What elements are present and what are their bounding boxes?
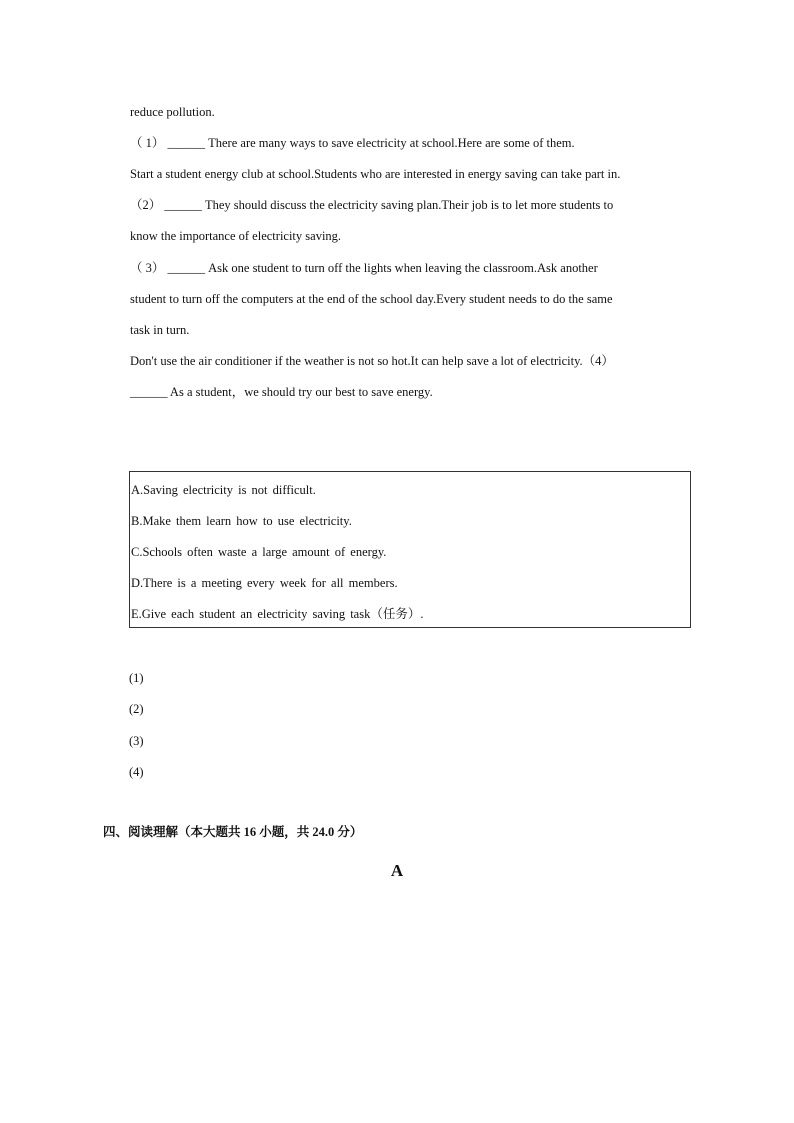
passage-line-3: Start a student energy club at school.Students who are interested in energy saving can take part in.	[130, 167, 621, 181]
answer-label-2: (2)	[129, 702, 144, 716]
option-b: B.Make them learn how to use electricity.	[131, 514, 352, 528]
passage-line-2: （ 1） ______ There are many ways to save electricity at school.Here are some of them.	[130, 136, 575, 150]
passage-line-5: know the importance of electricity saving.	[130, 229, 342, 243]
passage-line-10: ______ As a student，we should try our best to save energy.	[130, 385, 433, 399]
answer-label-3: (3)	[129, 734, 144, 748]
passage-line-1: reduce pollution.	[130, 105, 215, 119]
part-heading: A	[390, 861, 404, 880]
option-a: A.Saving electricity is not difficult.	[131, 483, 316, 497]
answer-label-1: (1)	[129, 671, 144, 685]
option-d: D.There is a meeting every week for all members.	[131, 576, 398, 590]
options-box	[129, 471, 691, 628]
passage-line-7: student to turn off the computers at the end of the school day.Every student needs to do the same	[130, 292, 613, 306]
option-c: C.Schools often waste a large amount of energy.	[131, 545, 387, 559]
section-heading: 四、阅读理解（本大题共 16 小题，共 24.0 分）	[103, 825, 363, 839]
passage-line-9: Don't use the air conditioner if the weather is not so hot.It can help save a lot of electricity.（4）	[130, 354, 614, 368]
passage-line-4: （2） ______ They should discuss the electricity saving plan.Their job is to let more students to	[130, 198, 614, 212]
passage-line-8: task in turn.	[130, 323, 190, 337]
option-e: E.Give each student an electricity saving task（任务）.	[131, 607, 424, 621]
answer-label-4: (4)	[129, 765, 144, 779]
passage-line-6: （ 3） ______ Ask one student to turn off the lights when leaving the classroom.Ask another	[130, 261, 598, 275]
